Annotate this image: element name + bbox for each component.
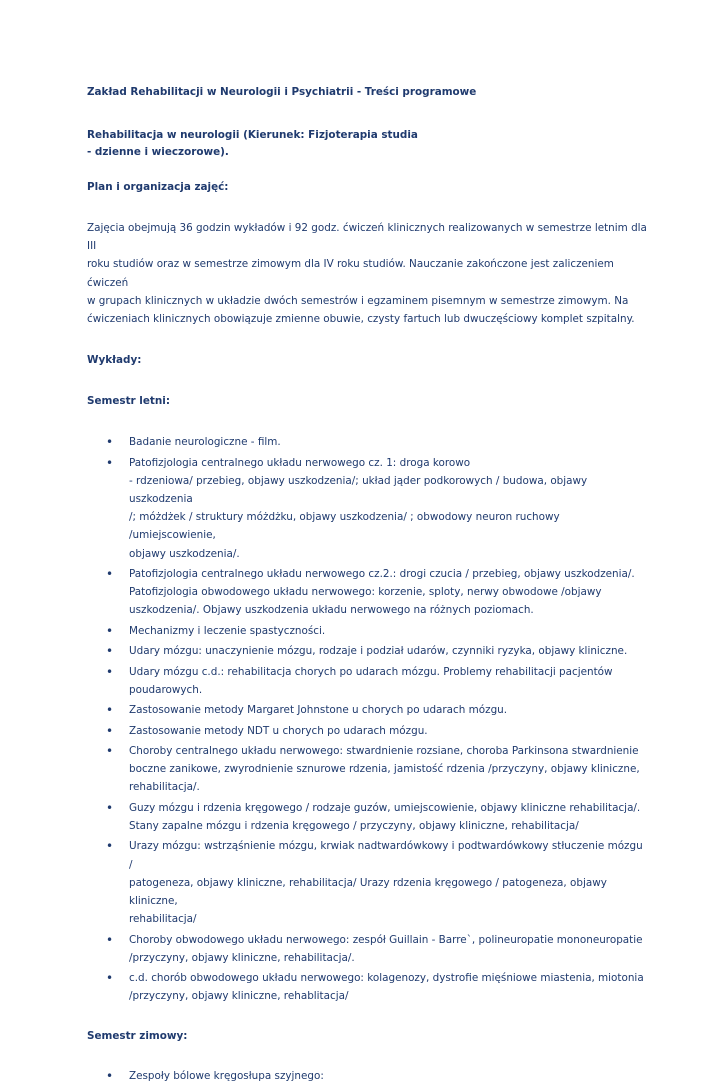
bullet-icon: • xyxy=(106,971,114,986)
course-title-line-1: Rehabilitacja w neurologii (Kierunek: Fizjoterapia studia xyxy=(87,128,418,141)
plan-heading: Plan i organizacja zajęć: xyxy=(87,180,229,193)
list-item-line: Udary mózgu: unaczynienie mózgu, rodzaje i podział udarów, czynniki ryzyka, objawy kliniczne. xyxy=(129,645,628,658)
list-item-line: Choroby centralnego układu nerwowego: stwardnienie rozsiane, choroba Parkinsona stwardnienie xyxy=(129,744,639,757)
list-item xyxy=(87,1067,647,1085)
winter-topics-list xyxy=(87,1067,647,1085)
list-item-line: Zespoły bólowe kręgosłupa szyjnego: xyxy=(129,1070,324,1083)
list-item xyxy=(87,622,647,640)
bullet-icon: • xyxy=(106,567,114,582)
list-item xyxy=(87,565,647,620)
bullet-icon: • xyxy=(106,664,114,679)
list-item-line: Guzy mózgu i rdzenia kręgowego / rodzaje guzów, umiejscowienie, objawy kliniczne rehabilitacja/. xyxy=(129,801,641,814)
bullet-icon: • xyxy=(106,623,114,638)
list-item-line: patogeneza, objawy kliniczne, rehabilitacja/ Urazy rdzenia kręgowego / patogeneza, objawy kliniczne, xyxy=(129,876,607,907)
organization-paragraph xyxy=(87,219,647,328)
list-item-line: c.d. chorób obwodowego układu nerwowego: kolagenozy, dystrofie mięśniowe miastenia, miotonia xyxy=(129,972,644,985)
summer-semester-heading: Semestr letni: xyxy=(87,394,170,407)
list-item xyxy=(87,433,647,451)
list-item-line: /przyczyny, objawy kliniczne, rehabilitacja/. xyxy=(129,951,355,964)
bullet-icon: • xyxy=(106,839,114,854)
summer-topics-list xyxy=(87,433,647,1005)
bullet-icon: • xyxy=(106,723,114,738)
list-item-line: /przyczyny, objawy kliniczne, rehablitacja/ xyxy=(129,990,349,1003)
list-item-line: Zastosowanie metody Margaret Johnstone u chorych po udarach mózgu. xyxy=(129,704,508,717)
list-item-line: - rdzeniowa/ przebieg, objawy uszkodzenia/; układ jąder podkorowych / budowa, objawy uszkodzenia xyxy=(129,474,588,506)
list-item-line: Mechanizmy i leczenie spastyczności. xyxy=(129,624,326,637)
course-title xyxy=(87,127,647,162)
list-item xyxy=(87,799,647,835)
bullet-icon: • xyxy=(106,1069,114,1084)
list-item xyxy=(87,642,647,660)
list-item-line: boczne zanikowe, zwyrodnienie sznurowe rdzenia, jamistość rdzenia /przyczyny, objawy kliniczne, xyxy=(129,763,640,776)
list-item-line: rehabilitacja/. xyxy=(129,781,200,794)
list-item xyxy=(87,931,647,967)
bullet-icon: • xyxy=(106,455,114,470)
bullet-icon: • xyxy=(106,644,114,659)
bullet-icon: • xyxy=(106,743,114,758)
list-item-line: Urazy mózgu: wstrząśnienie mózgu, krwiak nadtwardówkowy i podtwardówkowy stłuczenie mózgu / xyxy=(129,840,643,871)
document-page xyxy=(87,84,647,1088)
list-item-line: Badanie neurologiczne - film. xyxy=(129,436,281,449)
list-item-line: Patofizjologia centralnego układu nerwowego cz. 1: droga korowo xyxy=(129,456,471,469)
list-item-line: Patofizjologia obwodowego układu nerwowego: korzenie, sploty, nerwy obwodowe /objawy xyxy=(129,586,602,599)
paragraph-line: Zajęcia obejmują 36 godzin wykładów i 92 godz. ćwiczeń klinicznych realizowanych w semestrze letnim dla III xyxy=(87,222,647,253)
list-item xyxy=(87,454,647,563)
list-item-line: Udary mózgu c.d.: rehabilitacja chorych po udarach mózgu. Problemy rehabilitacji pacjentów xyxy=(129,665,613,678)
bullet-icon: • xyxy=(106,703,114,718)
list-item-line: Stany zapalne mózgu i rdzenia kręgowego / przyczyny, objawy kliniczne, rehabilitacja/ xyxy=(129,819,579,832)
bullet-icon: • xyxy=(106,435,114,450)
list-item xyxy=(87,837,647,928)
list-item-line: /; móżdżek / struktury móżdżku, objawy uszkodzenia/ ; obwodowy neuron ruchowy /umiejscowienie, xyxy=(129,511,560,542)
bullet-icon: • xyxy=(106,932,114,947)
document-title: Zakład Rehabilitacji w Neurologii i Psychiatrii - Treści programowe xyxy=(87,86,477,98)
list-item-line: Patofizjologia centralnego układu nerwowego cz.2.: drogi czucia / przebieg, objawy uszkodzenia/. xyxy=(129,568,635,581)
course-title-line-2: - dzienne i wieczorowe). xyxy=(87,146,229,158)
list-item xyxy=(87,742,647,797)
list-item xyxy=(87,663,647,699)
list-item-line: rehabilitacja/ xyxy=(129,913,197,926)
list-item-line: poudarowych. xyxy=(129,683,203,696)
winter-semester-heading: Semestr zimowy: xyxy=(87,1029,188,1042)
paragraph-line: w grupach klinicznych w układzie dwóch semestrów i egzaminem pisemnym w semestrze zimowym. Na xyxy=(87,294,629,307)
list-item xyxy=(87,969,647,1005)
list-item-line: uszkodzenia/. Objawy uszkodzenia układu nerwowego na różnych poziomach. xyxy=(129,604,534,617)
list-item-line: Zastosowanie metody NDT u chorych po udarach mózgu. xyxy=(129,724,428,737)
paragraph-line: roku studiów oraz w semestrze zimowym dla IV roku studiów. Nauczanie zakończone jest zaliczeniem ćwiczeń xyxy=(87,258,614,289)
list-item xyxy=(87,722,647,740)
list-item-line: Choroby obwodowego układu nerwowego: zespół Guillain - Barre`, polineuropatie mononeuropatie xyxy=(129,933,643,946)
list-item-line: objawy uszkodzenia/. xyxy=(129,547,240,560)
bullet-icon: • xyxy=(106,800,114,815)
lectures-heading: Wykłady: xyxy=(87,354,142,367)
list-item xyxy=(87,701,647,719)
paragraph-line: ćwiczeniach klinicznych obowiązuje zmienne obuwie, czysty fartuch lub dwuczęściowy komplet szpitalny. xyxy=(87,313,635,326)
